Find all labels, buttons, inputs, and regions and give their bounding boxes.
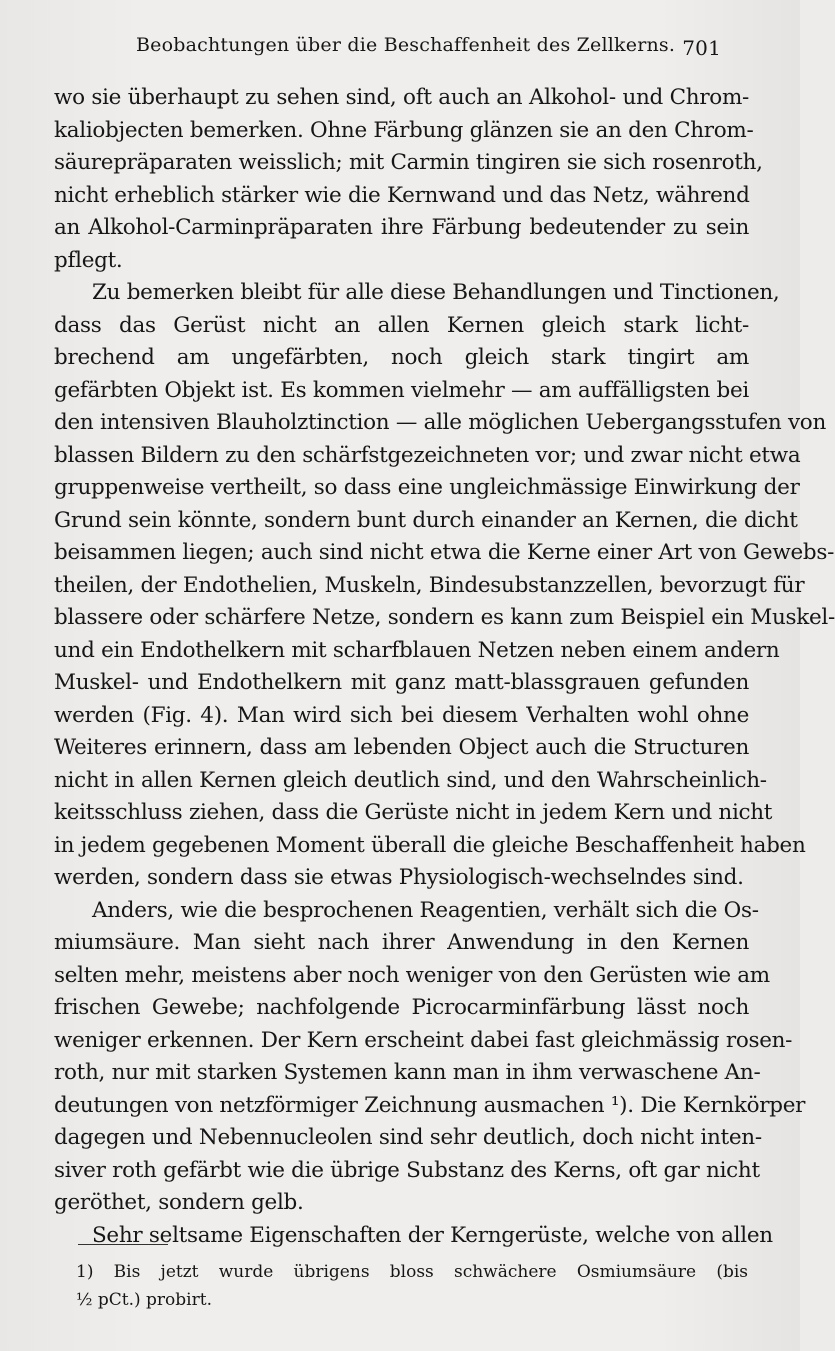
page-number: 701 bbox=[682, 36, 721, 60]
text-line: blassere oder schärfere Netze, sondern es kann zum Beispiel ein Muskel- bbox=[54, 605, 835, 630]
text-line: nicht in allen Kernen gleich deutlich sind, und den Wahrscheinlich- bbox=[54, 767, 767, 793]
running-title: Beobachtungen über die Beschaffenheit des Zellkerns. bbox=[136, 34, 676, 56]
text-line: Sehr seltsame Eigenschaften der Kerngerüste, welche von allen bbox=[92, 1222, 773, 1248]
text-line: Anders, wie die besprochenen Reagentien, verhält sich die Os- bbox=[92, 897, 759, 923]
text-line: werden (Fig. 4). Man wird sich bei diesem Verhalten wohl ohne bbox=[54, 702, 749, 728]
text-line: roth, nur mit starken Systemen kann man in ihm verwaschene An- bbox=[54, 1060, 761, 1085]
text-line: in jedem gegebenen Moment überall die gleiche Beschaffenheit haben bbox=[54, 832, 806, 858]
text-line: den intensiven Blauholztinction — alle möglichen Uebergangsstufen von bbox=[54, 410, 826, 435]
footnote-rule bbox=[78, 1244, 168, 1245]
text-line: und ein Endothelkern mit scharfblauen Netzen neben einem andern bbox=[54, 637, 780, 663]
text-line: dagegen und Nebennucleolen sind sehr deutlich, doch nicht inten- bbox=[54, 1125, 762, 1150]
text-line: blassen Bildern zu den schärfstgezeichneten vor; und zwar nicht etwa bbox=[54, 442, 801, 468]
text-line: gruppenweise vertheilt, so dass eine ungleichmässige Einwirkung der bbox=[54, 475, 800, 500]
text-line: säurepräparaten weisslich; mit Carmin tingiren sie sich rosenroth, bbox=[54, 150, 763, 175]
text-line: deutungen von netzförmiger Zeichnung ausmachen ¹). Die Kernkörper bbox=[54, 1092, 806, 1118]
text-line: Muskel- und Endothelkern mit ganz matt-blassgrauen gefunden bbox=[54, 670, 749, 695]
running-header bbox=[136, 30, 721, 62]
text-line: Grund sein könnte, sondern bunt durch einander an Kernen, die dicht bbox=[54, 507, 798, 533]
text-line: nicht erheblich stärker wie die Kernwand und das Netz, während bbox=[54, 182, 750, 208]
text-line: selten mehr, meistens aber noch weniger von den Gerüsten wie am bbox=[54, 962, 770, 988]
text-line: siver roth gefärbt wie die übrige Substanz des Kerns, oft gar nicht bbox=[54, 1157, 760, 1183]
text-line: brechend am ungefärbten, noch gleich stark tingirt am bbox=[54, 345, 749, 370]
text-line: werden, sondern dass sie etwas Physiologisch-wechselndes sind. bbox=[54, 865, 744, 890]
text-line: kaliobjecten bemerken. Ohne Färbung glänzen sie an den Chrom- bbox=[54, 117, 754, 143]
text-line: miumsäure. Man sieht nach ihrer Anwendung in den Kernen bbox=[54, 930, 749, 955]
text-line: theilen, der Endothelien, Muskeln, Bindesubstanzzellen, bevorzugt für bbox=[54, 572, 805, 598]
text-line: weniger erkennen. Der Kern erscheint dabei fast gleichmässig rosen- bbox=[54, 1027, 793, 1053]
body-text bbox=[54, 82, 835, 1252]
text-line: beisammen liegen; auch sind nicht etwa die Kerne einer Art von Gewebs- bbox=[54, 540, 835, 565]
text-line: gefärbten Objekt ist. Es kommen vielmehr — am auffälligsten bei bbox=[54, 377, 749, 403]
text-line: Zu bemerken bleibt für alle diese Behandlungen und Tinctionen, bbox=[92, 280, 780, 305]
text-line: wo sie überhaupt zu sehen sind, oft auch an Alkohol- und Chrom- bbox=[54, 85, 749, 110]
footnote-line: 1) Bis jetzt wurde übrigens bloss schwächere Osmiumsäure (bis bbox=[76, 1262, 748, 1282]
text-line: Weiteres erinnern, dass am lebenden Object auch die Structuren bbox=[54, 735, 749, 760]
text-line: keitsschluss ziehen, dass die Gerüste nicht in jedem Kern und nicht bbox=[54, 800, 773, 825]
text-line: geröthet, sondern gelb. bbox=[54, 1190, 304, 1215]
footnote-line: ½ pCt.) probirt. bbox=[76, 1290, 212, 1310]
text-line: dass das Gerüst nicht an allen Kernen gleich stark licht- bbox=[54, 312, 749, 338]
text-line: frischen Gewebe; nachfolgende Picrocarminfärbung lässt noch bbox=[54, 995, 749, 1020]
text-line: pflegt. bbox=[54, 247, 123, 273]
text-line: an Alkohol-Carminpräparaten ihre Färbung bedeutender zu sein bbox=[54, 215, 749, 240]
footnotes bbox=[76, 1258, 748, 1314]
